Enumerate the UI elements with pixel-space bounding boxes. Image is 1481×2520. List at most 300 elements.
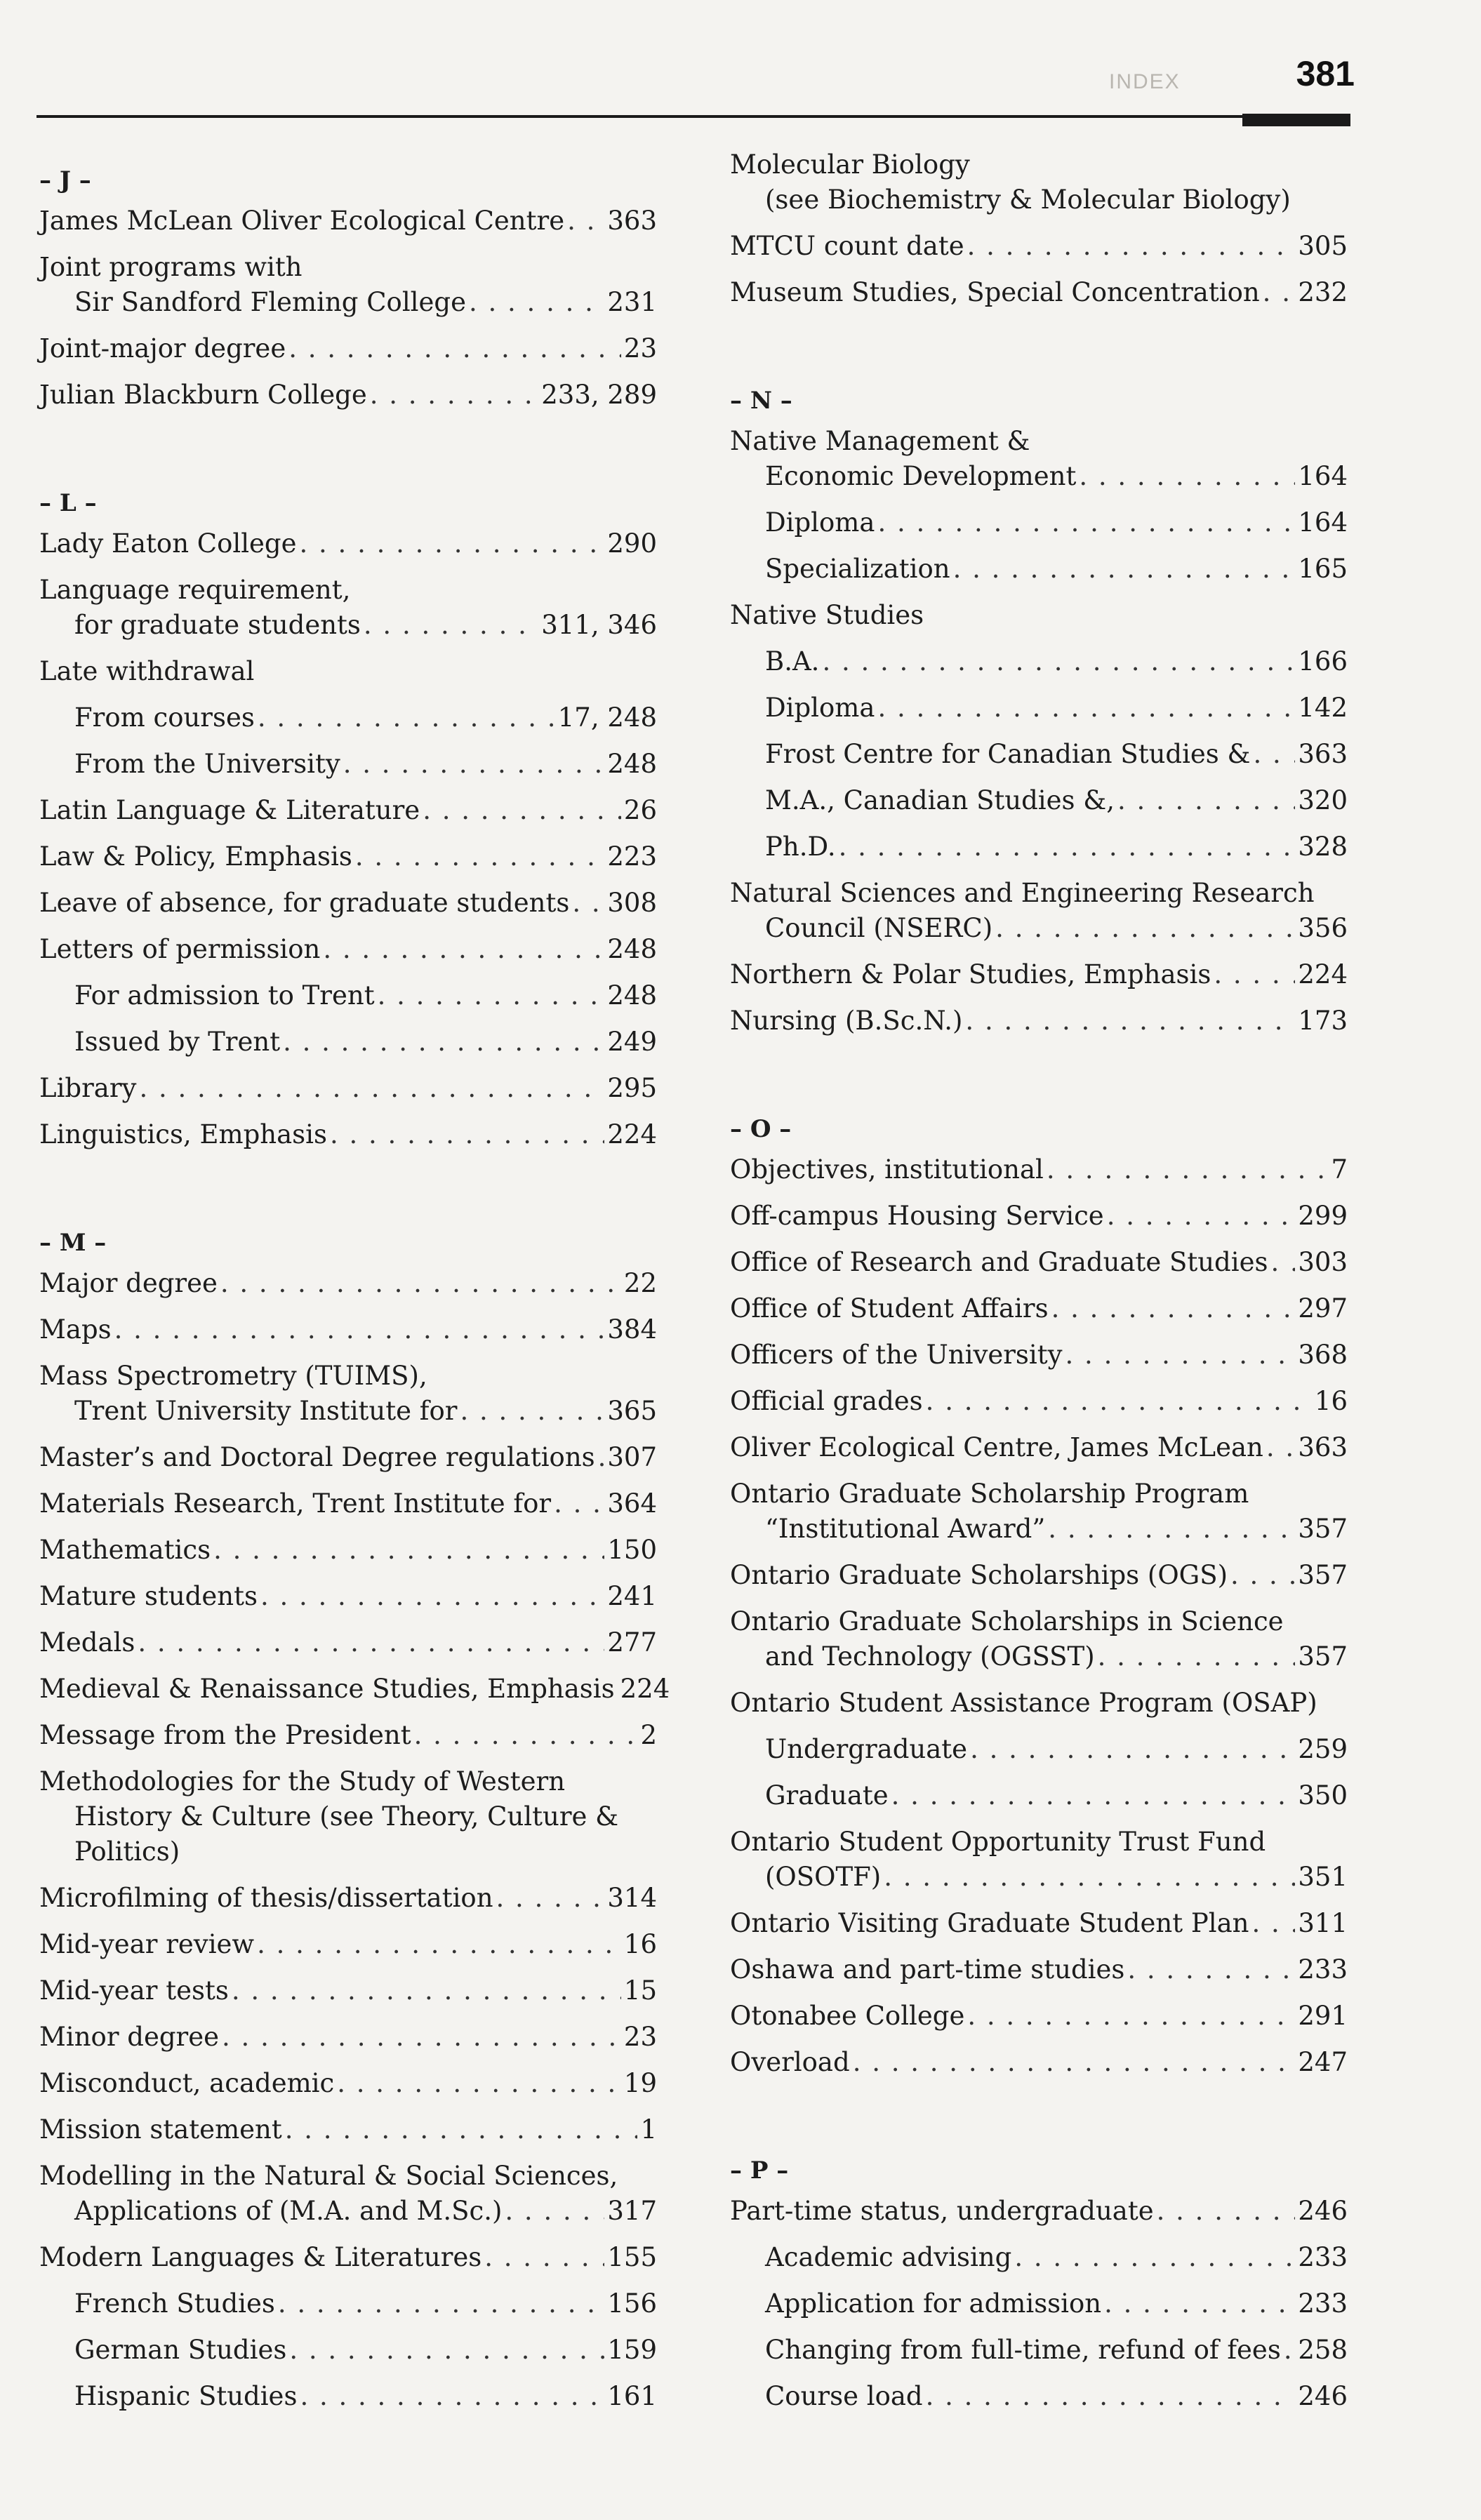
index-entry (39, 1672, 670, 1707)
dot-leader (926, 2379, 1296, 2414)
page-reference: 258 (1298, 2335, 1348, 2365)
entry-last-line (39, 1881, 657, 1916)
entry-last-line (765, 829, 1348, 865)
page-reference: 368 (1298, 1340, 1348, 1370)
index-entry (730, 2194, 1348, 2229)
index-entry (39, 2159, 657, 2229)
dot-leader (1065, 1338, 1296, 1373)
index-entry (730, 1906, 1348, 1941)
entry-text: Trent University Institute for (74, 1396, 458, 1426)
entry-last-line (765, 737, 1348, 772)
index-subentry (730, 644, 1348, 679)
page-reference: 259 (1298, 1734, 1348, 1764)
dot-leader (965, 1004, 1295, 1039)
entry-text: Official grades (730, 1386, 923, 1416)
page-reference: 231 (607, 287, 657, 317)
entry-text: Oliver Ecological Centre, James McLean (730, 1432, 1263, 1462)
index-entry (730, 957, 1348, 992)
index-subentry (730, 691, 1348, 726)
index-entry (39, 932, 657, 967)
dot-leader (1230, 1558, 1295, 1593)
entry-text: Part-time status, undergraduate (730, 2196, 1154, 2226)
dot-leader (554, 1486, 604, 1521)
page-number: 381 (1296, 54, 1355, 93)
entry-text: M.A., Canadian Studies &, (765, 785, 1115, 815)
dot-leader (289, 2333, 604, 2368)
entry-last-line (730, 598, 1348, 633)
entry-last-line (74, 978, 657, 1013)
dot-leader (496, 1881, 605, 1916)
index-entry (39, 1625, 657, 1660)
dot-leader (1251, 1906, 1295, 1941)
entry-last-line (39, 1440, 657, 1475)
dot-leader (926, 1384, 1312, 1419)
entry-last-line (39, 204, 657, 239)
page-reference: 22 (623, 1268, 657, 1298)
index-entry (730, 1384, 1348, 1419)
entry-last-line (730, 229, 1348, 264)
index-entry (730, 1152, 1348, 1187)
dot-leader (1048, 1512, 1295, 1547)
index-subentry (39, 700, 657, 735)
entry-last-line (765, 2240, 1348, 2275)
entry-text: From the University (74, 749, 340, 779)
dot-leader (1107, 1199, 1296, 1234)
entry-text: Linguistics, Emphasis (39, 1119, 327, 1149)
index-entry (730, 275, 1348, 310)
index-subentry (730, 783, 1348, 818)
entry-last-line (765, 783, 1348, 818)
entry-last-line (39, 1394, 657, 1429)
index-subentry (39, 978, 657, 1013)
index-entry (39, 1579, 657, 1614)
entry-text: Applications of (M.A. and M.Sc.) (74, 2196, 503, 2226)
entry-last-line (765, 552, 1348, 587)
entry-text: Changing from full-time, refund of fees (765, 2335, 1281, 2365)
index-entry (39, 2240, 657, 2275)
index-entry (730, 1004, 1348, 1039)
page-reference: 277 (607, 1627, 657, 1658)
page-reference: 248 (607, 749, 657, 779)
dot-leader (853, 2045, 1296, 2080)
entry-last-line (765, 2333, 1348, 2368)
entry-text: Mature students (39, 1581, 258, 1611)
page-reference: 233 (1298, 2242, 1348, 2272)
index-subentry (730, 2286, 1348, 2321)
entry-text: German Studies (74, 2335, 287, 2365)
page-reference: 17, 248 (557, 702, 657, 733)
entry-last-line (39, 526, 657, 561)
page-reference: 156 (607, 2288, 657, 2319)
dot-leader (300, 2379, 604, 2414)
entry-text-line: Joint programs with (39, 252, 303, 282)
entry-text: Sir Sandford Fleming College (74, 287, 466, 317)
index-column-right (730, 147, 1348, 2425)
entry-last-line (765, 644, 1348, 679)
page-reference: 23 (623, 2022, 657, 2052)
entry-text: Minor degree (39, 2022, 220, 2052)
page-reference: 305 (1298, 231, 1348, 261)
page-reference: 19 (623, 2068, 657, 2098)
entry-text: (OSOTF) (765, 1862, 882, 1892)
page-reference: 233, 289 (541, 380, 657, 410)
running-head: INDEX (1109, 70, 1181, 93)
page-reference: 164 (1298, 507, 1348, 538)
entry-last-line (765, 2286, 1348, 2321)
page-reference: 297 (1298, 1293, 1348, 1324)
entry-text: Objectives, institutional (730, 1154, 1044, 1185)
index-entry (39, 1764, 657, 1869)
entry-text: James McLean Oliver Ecological Centre (39, 206, 565, 236)
page-reference: 164 (1298, 461, 1348, 491)
index-entry (730, 598, 1348, 633)
page-reference: 356 (1298, 913, 1348, 943)
entry-last-line (730, 1639, 1348, 1674)
entry-last-line (730, 911, 1348, 946)
page-reference: 246 (1298, 2381, 1348, 2411)
page-reference: 223 (607, 841, 657, 872)
entry-text: Native Studies (730, 600, 924, 630)
entry-text: Ontario Visiting Graduate Student Plan (730, 1908, 1249, 1938)
page-reference: 23 (623, 333, 657, 364)
index-entry (39, 839, 657, 874)
entry-text: Latin Language & Literature (39, 795, 420, 825)
entry-last-line (730, 1291, 1348, 1326)
dot-leader (114, 1312, 605, 1347)
entry-last-line (39, 1579, 657, 1614)
entry-text: Message from the President (39, 1720, 411, 1750)
index-subentry (730, 552, 1348, 587)
dot-leader (572, 886, 604, 921)
dot-leader (1263, 275, 1296, 310)
entry-last-line (730, 1952, 1348, 1987)
dot-leader (364, 608, 538, 643)
dot-leader (877, 691, 1295, 726)
entry-text: Museum Studies, Special Concentration (730, 277, 1260, 307)
index-entry (39, 2066, 657, 2101)
entry-text-line: Language requirement, (39, 575, 351, 605)
page-reference: 364 (607, 1488, 657, 1519)
entry-text: Law & Policy, Emphasis (39, 841, 352, 872)
entry-text: Office of Student Affairs (730, 1293, 1049, 1324)
entry-last-line (39, 1486, 657, 1521)
dot-leader (414, 1718, 638, 1753)
dot-leader (839, 829, 1296, 865)
entry-text: and Technology (OGSST) (765, 1641, 1095, 1672)
entry-last-line (765, 2379, 1348, 2414)
entry-text: Late withdrawal (39, 656, 255, 686)
entry-text: Undergraduate (765, 1734, 968, 1764)
entry-text: MTCU count date (730, 231, 964, 261)
header-rule-tab (1242, 114, 1350, 126)
entry-text: Lady Eaton College (39, 528, 297, 559)
entry-last-line (730, 1199, 1348, 1234)
index-entry (730, 147, 1348, 218)
page-reference: 1 (640, 2114, 657, 2145)
page-reference: 248 (607, 934, 657, 964)
dot-leader (1214, 957, 1295, 992)
entry-text: Mid-year review (39, 1929, 255, 1959)
dot-leader (330, 1117, 604, 1152)
page-reference: 295 (607, 1073, 657, 1103)
page-reference: 314 (607, 1883, 657, 1913)
entry-text: From courses (74, 702, 255, 733)
index-entry (39, 1927, 657, 1962)
entry-text-line: History & Culture (see Theory, Culture & (74, 1801, 619, 1832)
dot-leader (953, 552, 1296, 587)
page-reference: 233 (1298, 2288, 1348, 2319)
entry-last-line (730, 957, 1348, 992)
index-entry (39, 1881, 657, 1916)
index-entry (39, 204, 657, 239)
page-reference: 26 (623, 795, 657, 825)
index-entry (730, 229, 1348, 264)
entry-text: Nursing (B.Sc.N.) (730, 1006, 963, 1036)
entry-text: Academic advising (765, 2242, 1012, 2272)
page-reference: 166 (1298, 646, 1348, 676)
entry-text: Mid-year tests (39, 1975, 229, 2006)
dot-leader (1079, 459, 1295, 494)
dot-leader (1104, 2286, 1295, 2321)
entry-text: Graduate (765, 1780, 889, 1811)
dot-leader (260, 1579, 604, 1614)
dot-leader (138, 1625, 604, 1660)
entry-text-line: Mass Spectrometry (TUIMS), (39, 1361, 427, 1391)
page-reference: 363 (1298, 1432, 1348, 1462)
index-entry (39, 526, 657, 561)
dot-leader (355, 839, 605, 874)
dot-leader (505, 2194, 604, 2229)
dot-leader (343, 747, 605, 782)
entry-text: Frost Centre for Canadian Studies & (765, 739, 1251, 769)
dot-leader (232, 1973, 621, 2008)
index-entry (39, 1440, 657, 1475)
entry-last-line (730, 182, 1348, 218)
entry-last-line (74, 2333, 657, 2368)
entry-text: Oshawa and part-time studies (730, 1954, 1125, 1985)
entry-text: French Studies (74, 2288, 275, 2319)
entry-text: Misconduct, academic (39, 2068, 335, 2098)
dot-leader (278, 2286, 605, 2321)
page-reference: 350 (1298, 1780, 1348, 1811)
dot-leader (288, 331, 621, 366)
entry-text: Mission statement (39, 2114, 282, 2145)
entry-text: Microfilming of thesis/dissertation (39, 1883, 493, 1913)
page-reference: 320 (1298, 785, 1348, 815)
index-subentry (730, 2333, 1348, 2368)
index-entry (730, 1199, 1348, 1234)
page-reference: 303 (1298, 1247, 1348, 1277)
index-subentry (730, 1732, 1348, 1767)
page-reference: 299 (1298, 1201, 1348, 1231)
dot-leader (995, 911, 1295, 946)
section-gap (39, 424, 657, 470)
entry-last-line (74, 700, 657, 735)
entry-last-line (730, 2045, 1348, 2080)
index-entry (39, 1486, 657, 1521)
index-entry (39, 1312, 657, 1347)
entry-last-line (39, 1071, 657, 1106)
entry-text: “Institutional Award” (765, 1514, 1046, 1544)
entry-text: Northern & Polar Studies, Emphasis (730, 959, 1211, 989)
entry-text: Diploma (765, 693, 875, 723)
page-reference: 15 (623, 1975, 657, 2006)
entry-last-line (39, 285, 657, 320)
entry-text-line: Ontario Graduate Scholarships in Science (730, 1606, 1284, 1636)
dot-leader (484, 2240, 604, 2275)
dot-leader (891, 1778, 1296, 1813)
entry-last-line (730, 2194, 1348, 2229)
index-entry (730, 1952, 1348, 1987)
index-entry (39, 654, 657, 689)
page-reference: 357 (1298, 1514, 1348, 1544)
entry-text: Library (39, 1073, 137, 1103)
header-rule (36, 115, 1350, 118)
dot-leader (378, 978, 605, 1013)
entry-last-line (39, 839, 657, 874)
page-reference: 291 (1298, 2001, 1348, 2031)
entry-last-line (730, 275, 1348, 310)
entry-text: B.A. (765, 646, 820, 676)
index-entry (730, 1604, 1348, 1674)
index-entry (730, 1825, 1348, 1895)
index-subentry (39, 2379, 657, 2414)
entry-text-line: Methodologies for the Study of Western (39, 1766, 566, 1796)
dot-leader (967, 229, 1296, 264)
index-entry (39, 1718, 657, 1753)
entry-text-line: Natural Sciences and Engineering Research (730, 878, 1315, 908)
index-entry (39, 378, 657, 413)
entry-last-line (39, 1312, 657, 1347)
section-letter-heading: – L – (39, 489, 97, 517)
dot-leader (460, 1394, 604, 1429)
entry-text-line: Ontario Student Opportunity Trust Fund (730, 1827, 1266, 1857)
entry-last-line (39, 331, 657, 366)
dot-leader (877, 505, 1295, 540)
page-reference: 311, 346 (541, 610, 657, 640)
entry-last-line (39, 1266, 657, 1301)
entry-text: Overload (730, 2047, 850, 2077)
index-entry (39, 250, 657, 320)
index-subentry (730, 829, 1348, 865)
entry-text: Course load (765, 2381, 923, 2411)
entry-text: Office of Research and Graduate Studies (730, 1247, 1268, 1277)
entry-text: Master’s and Doctoral Degree regulations (39, 1442, 595, 1472)
entry-last-line (39, 793, 657, 828)
index-subentry (730, 2240, 1348, 2275)
page-reference: 317 (607, 2196, 657, 2226)
entry-text-line: Molecular Biology (730, 149, 970, 180)
index-entry (730, 1430, 1348, 1465)
dot-leader (1254, 737, 1296, 772)
page-reference: 311 (1298, 1908, 1348, 1938)
entry-last-line (730, 459, 1348, 494)
dot-leader (1157, 2194, 1296, 2229)
entry-text: Specialization (765, 554, 950, 584)
page-reference: 308 (607, 888, 657, 918)
dot-leader (423, 793, 621, 828)
page-reference: 16 (623, 1929, 657, 1959)
entry-text: Hispanic Studies (74, 2381, 298, 2411)
page-reference: 248 (607, 980, 657, 1011)
entry-last-line (39, 932, 657, 967)
entry-text: Mathematics (39, 1535, 211, 1565)
entry-last-line (39, 1672, 670, 1707)
entry-last-line (765, 1778, 1348, 1813)
entry-last-line (74, 747, 657, 782)
entry-text: Maps (39, 1314, 112, 1345)
page-reference: 363 (1298, 739, 1348, 769)
entry-last-line (730, 1906, 1348, 1941)
entry-last-line (39, 2112, 657, 2147)
entry-text: Council (NSERC) (765, 913, 993, 943)
entry-last-line (730, 1245, 1348, 1280)
entry-last-line (39, 1533, 657, 1568)
entry-last-line (765, 1732, 1348, 1767)
entry-last-line (730, 1152, 1348, 1187)
dot-leader (1270, 1245, 1295, 1280)
index-subentry (39, 2286, 657, 2321)
entry-text: Materials Research, Trent Institute for (39, 1488, 552, 1519)
entry-last-line (730, 1860, 1348, 1895)
dot-leader (1014, 2240, 1295, 2275)
entry-text: Economic Development (765, 461, 1077, 491)
section-letter-heading: – P – (730, 2156, 789, 2185)
index-entry (730, 1338, 1348, 1373)
page-reference: 241 (607, 1581, 657, 1611)
index-entry (39, 2112, 657, 2147)
entry-last-line (39, 654, 657, 689)
index-subentry (730, 737, 1348, 772)
index-entry (39, 1533, 657, 1568)
entry-text: Otonabee College (730, 2001, 965, 2031)
dot-leader (1051, 1291, 1296, 1326)
dot-leader (1266, 1430, 1296, 1465)
page-reference: 155 (607, 2242, 657, 2272)
section-gap (730, 1050, 1348, 1096)
entry-text: Issued by Trent (74, 1027, 281, 1057)
page-reference: 16 (1314, 1386, 1348, 1416)
page-reference: 246 (1298, 2196, 1348, 2226)
index-entry (730, 1999, 1348, 2034)
dot-leader (1117, 783, 1295, 818)
section-letter-heading: – M – (39, 1229, 107, 1257)
page-reference: 142 (1298, 693, 1348, 723)
entry-last-line (74, 2286, 657, 2321)
entry-text: Modern Languages & Literatures (39, 2242, 482, 2272)
dot-leader (285, 2112, 638, 2147)
entry-last-line (39, 2020, 657, 2055)
entry-last-line (39, 1973, 657, 2008)
index-entry (39, 573, 657, 643)
dot-leader (598, 1440, 605, 1475)
entry-last-line (39, 378, 657, 413)
page-reference: 365 (607, 1396, 657, 1426)
page-reference: 173 (1298, 1006, 1348, 1036)
entry-text: Ontario Student Assistance Program (OSAP) (730, 1688, 1317, 1718)
entry-last-line (39, 2240, 657, 2275)
entry-text: Medals (39, 1627, 135, 1658)
entry-text: Politics) (74, 1836, 180, 1867)
dot-leader (258, 700, 555, 735)
page-reference: 357 (1298, 1560, 1348, 1590)
page-reference: 165 (1298, 554, 1348, 584)
dot-leader (300, 526, 605, 561)
index-entry (39, 1973, 657, 2008)
entry-last-line (39, 2194, 657, 2229)
page-reference: 161 (607, 2381, 657, 2411)
section-gap (730, 321, 1348, 368)
